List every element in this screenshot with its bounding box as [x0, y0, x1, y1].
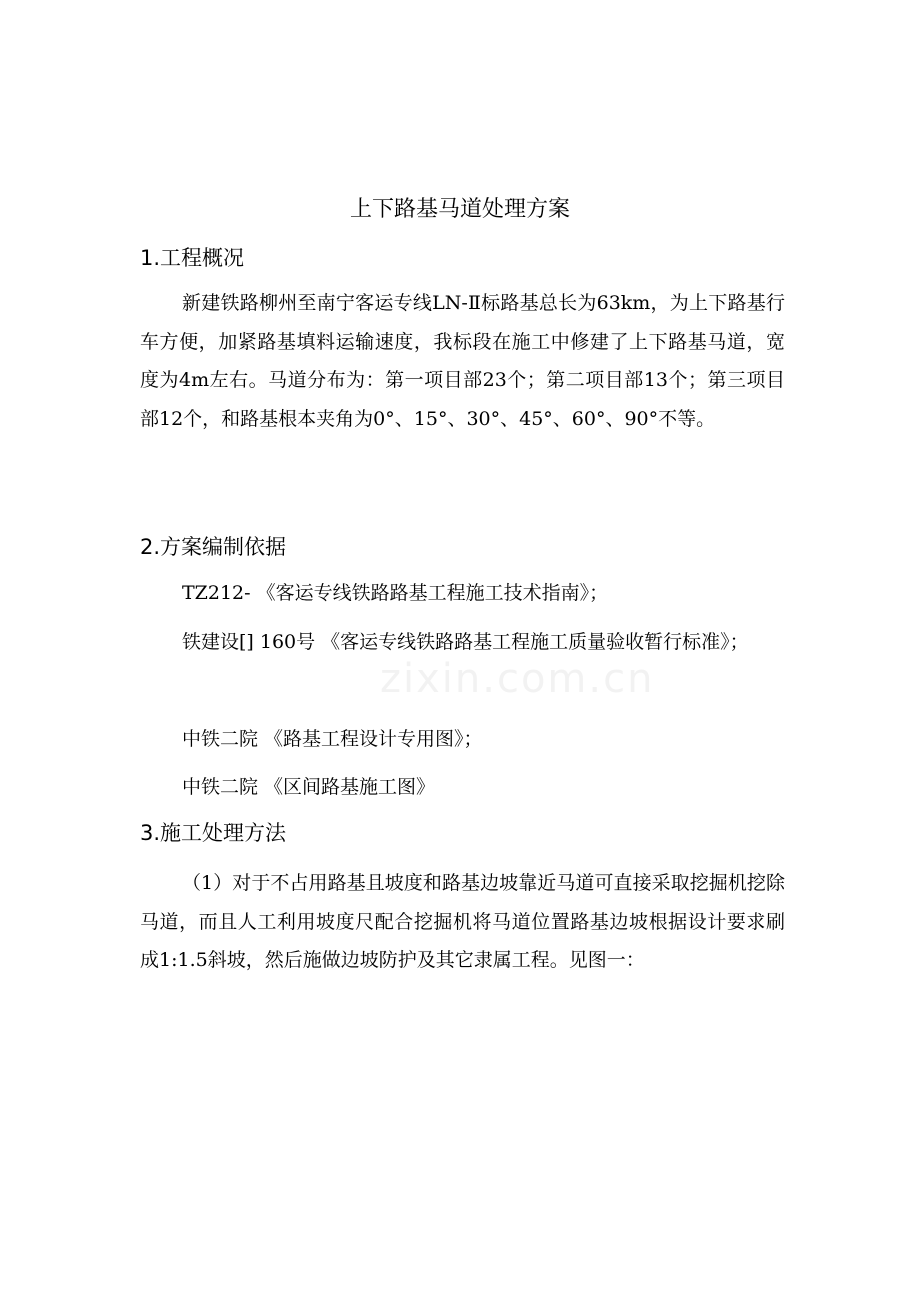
section-heading-basis: 2.方案编制依据 — [140, 535, 287, 559]
document-title: 上下路基马道处理方案 — [349, 197, 570, 222]
section-heading-method: 3.施工处理方法 — [140, 821, 287, 845]
reference-item: 中铁二院 《路基工程设计专用图》； — [182, 728, 483, 750]
reference-item: 铁建设[] 160号 《客运专线铁路路基工程施工质量验收暂行标准》； — [182, 631, 749, 653]
method-paragraph: （1）对于不占用路基且坡度和路基边坡靠近马道可直接采取挖掘机挖除马道，而且人工利用坡度尺配合挖掘机将马道位置路基边坡根据设计要求刷成1:1.5斜坡，然后施做边坡防护及其它隶属工程。见图一： — [140, 872, 785, 971]
reference-item: TZ212- 《客运专线铁路路基工程施工技术指南》； — [182, 582, 609, 604]
watermark-text: zixin.com.cn — [380, 656, 655, 702]
reference-item: 中铁二院 《区间路基施工图》 — [182, 776, 436, 798]
section-heading-overview: 1.工程概况 — [140, 246, 245, 270]
overview-paragraph: 新建铁路柳州至南宁客运专线LN-Ⅱ标路基总长为63km，为上下路基行车方便，加紧路基填料运输速度，我标段在施工中修建了上下路基马道，宽度为4m左右。马道分布为：第一项目部23个；第二项目部13个；第三项目部12个，和路基根本夹角为0°、15°、30°、45°、60°、90°不等。 — [140, 292, 785, 430]
